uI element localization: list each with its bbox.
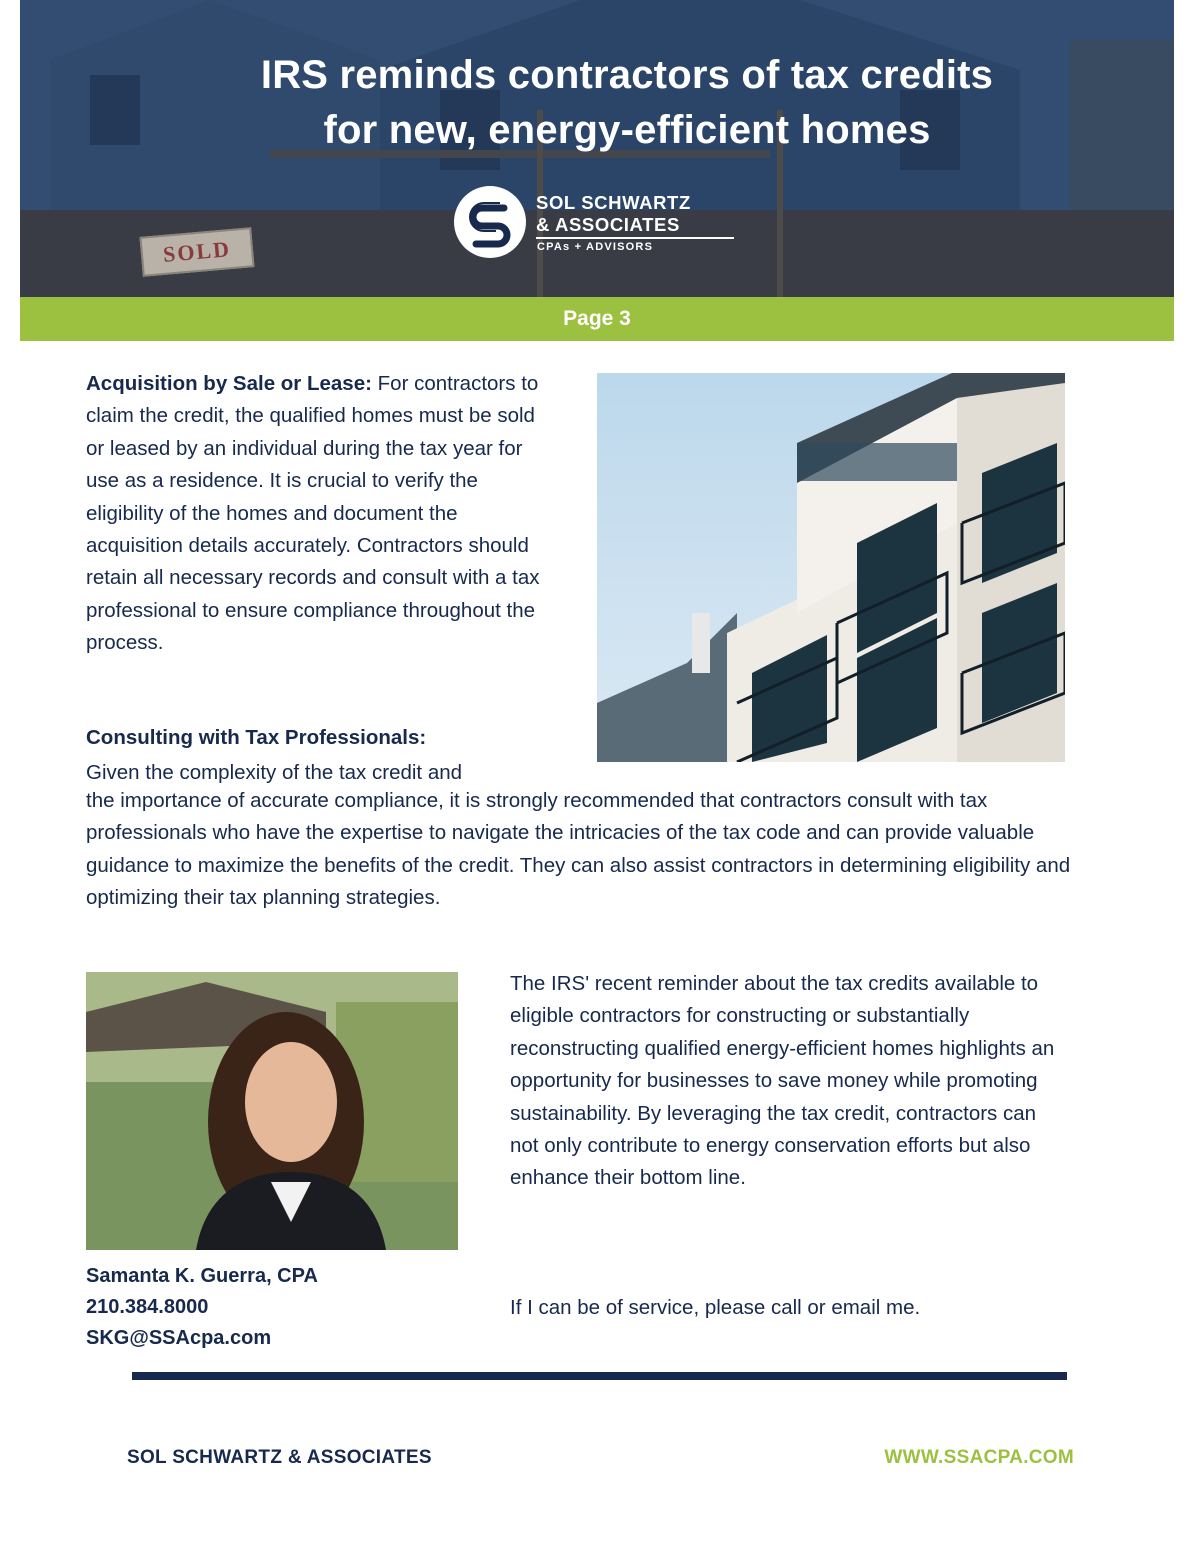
author-photo — [86, 972, 458, 1250]
closing-offer: If I can be of service, please call or email me. — [510, 1296, 921, 1319]
section-consulting-text: the importance of accurate compliance, it is strongly recommended that contractors consult with tax professionals who have the expertise to navigate the intricacies of the tax code and can provide valuable guidance to maximize the benefits of the credit. They can also assist contractors in determining eligibility and optimizing their tax planning strategies. — [86, 789, 1071, 910]
footer-website-link[interactable]: WWW.SSACPA.COM — [884, 1447, 1074, 1468]
contact-phone[interactable]: 210.384.8000 — [86, 1296, 209, 1318]
page-title — [170, 48, 1084, 158]
logo-name-line-1: SOL SCHWARTZ — [536, 192, 691, 213]
header-banner — [20, 0, 1174, 297]
section-acquisition — [86, 368, 556, 660]
footer-firm-name: SOL SCHWARTZ & ASSOCIATES — [127, 1447, 432, 1468]
contact-email[interactable]: SKG@SSAcpa.com — [86, 1327, 272, 1349]
logo-s-icon — [454, 186, 526, 258]
contact-name: Samanta K. Guerra, CPA — [86, 1265, 318, 1287]
section-acquisition-heading: Acquisition by Sale or Lease: — [86, 372, 372, 395]
logo-tagline: CPAs + ADVISORS — [537, 241, 654, 253]
section-consulting-text-line-1: Given the complexity of the tax credit and — [86, 761, 463, 784]
section-divider — [132, 1372, 1067, 1380]
section-consulting-heading: Consulting with Tax Professionals: — [86, 726, 427, 749]
closing-paragraph: The IRS' recent reminder about the tax credits available to eligible contractors for constructing or substantially reconstructing qualified energy-efficient homes highlights an opportunity for businesses to save money while promoting sustainability. By leveraging the tax credit, contractors can not only contribute to energy conservation efforts but also enhance their bottom line. — [510, 972, 1055, 1190]
headline-line-2: for new, energy-efficient homes — [323, 108, 931, 152]
headline-line-1: IRS reminds contractors of tax credits — [260, 53, 994, 97]
building-photo — [597, 373, 1065, 762]
firm-logo — [454, 186, 724, 258]
section-acquisition-text: For contractors to claim the credit, the qualified homes must be sold or leased by an individual during the tax year for use as a residence. It is crucial to verify the eligibility of the homes and document the acquisition details accurately. Contractors should retain all necessary records and consult with a tax professional to ensure compliance throughout the process. — [86, 372, 540, 655]
logo-rule — [536, 237, 734, 239]
sold-sign: SOLD — [139, 227, 254, 277]
page-indicator: Page 3 — [20, 297, 1174, 341]
logo-name-line-2: & ASSOCIATES — [536, 214, 680, 235]
